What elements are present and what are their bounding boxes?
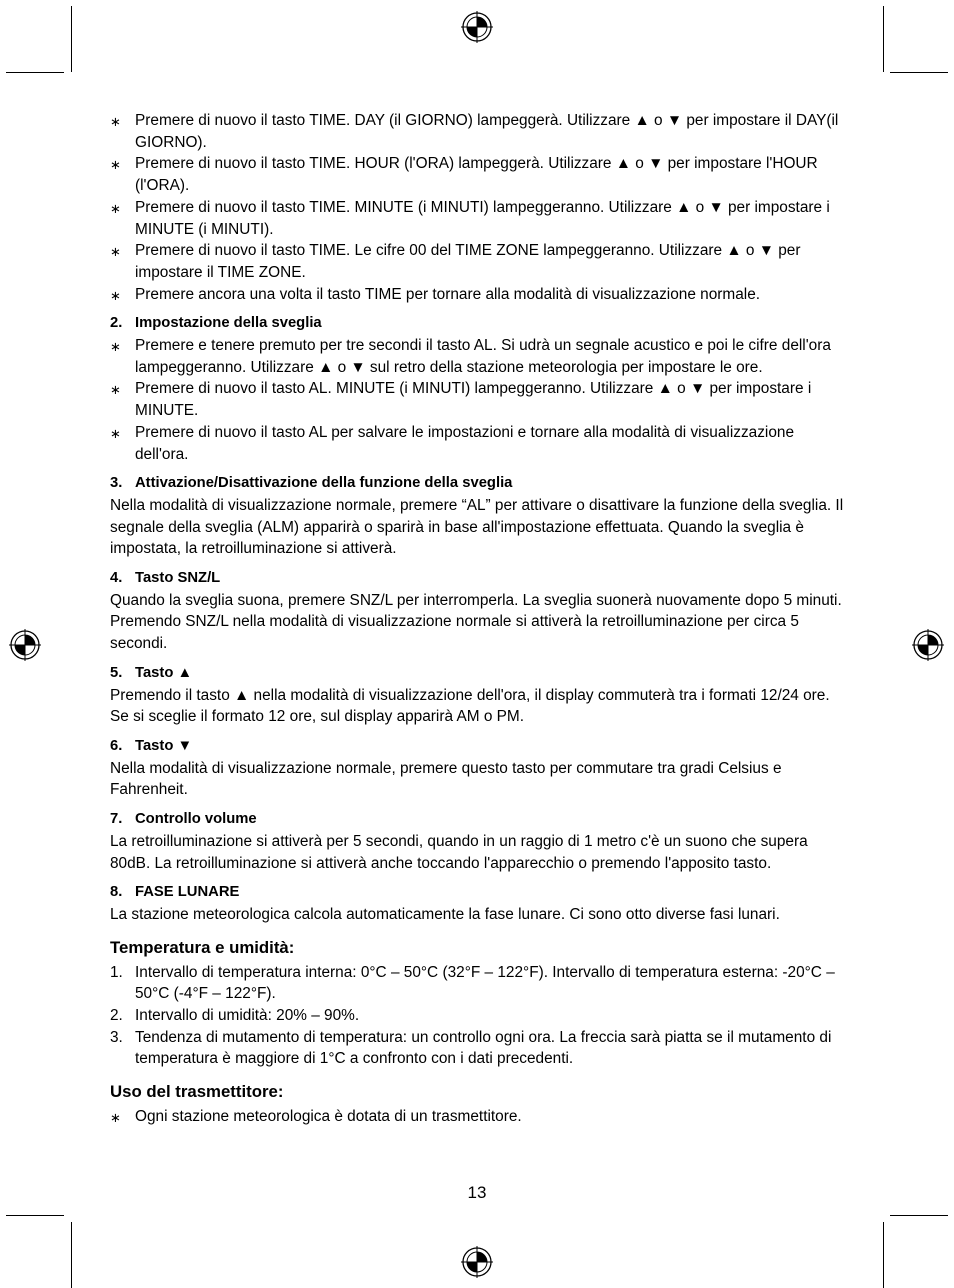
- list-item: 1. Intervallo di temperatura interna: 0°C – 50°C (32°F – 122°F). Intervallo di temperatura esterna: -20°C – 50°C (-4°F – 122°F).: [110, 963, 835, 1003]
- section-heading: 5. Tasto ▲: [110, 664, 193, 681]
- time-setting-bullets: [110, 110, 848, 305]
- section-heading: 6. Tasto ▼: [110, 737, 193, 754]
- registration-mark-icon: [9, 629, 41, 661]
- asterisk-icon: ∗: [110, 425, 121, 441]
- section-up-key: [110, 663, 848, 728]
- crop-mark: [6, 72, 64, 73]
- list-item: ∗ Premere di nuovo il tasto TIME. MINUTE (i MINUTI) lampeggeranno. Utilizzare ▲ o ▼ per impostare i MINUTE (i MINUTI).: [110, 198, 830, 238]
- crop-mark: [883, 6, 884, 72]
- list-item: ∗ Premere di nuovo il tasto TIME. DAY (il GIORNO) lampeggerà. Utilizzare ▲ o ▼ per impostare il DAY(il GIORNO).: [110, 112, 839, 151]
- section-body: Nella modalità di visualizzazione normale, premere “AL” per attivare o disattivare la funzione della sveglia. Il segnale della sveglia (ALM) apparirà o sparirà in base all'impostazione effettuata. Quando la sveglia è impostata, la retroilluminazione si attiverà.: [110, 496, 844, 558]
- section-body: Premendo il tasto ▲ nella modalità di visualizzazione dell'ora, il display commuterà tra i formati 12/24 ore. Se si sceglie il formato 12 ore, sul display apparirà AM o PM.: [110, 686, 830, 726]
- section-body: Nella modalità di visualizzazione normale, premere questo tasto per commutare tra gradi Celsius e Fahrenheit.: [110, 759, 782, 799]
- crop-mark: [883, 1222, 884, 1288]
- manual-page-content: [110, 110, 848, 1128]
- page-number: 13: [467, 1183, 487, 1202]
- section-body: Quando la sveglia suona, premere SNZ/L per interromperla. La sveglia suonerà nuovamente dopo 5 minuti. Premendo SNZ/L nella modalità di visualizzazione normale si attiverà la retroilluminazione per circa 5 secondi.: [110, 591, 842, 653]
- section-alarm-setting: [110, 313, 848, 465]
- asterisk-icon: ∗: [110, 382, 121, 398]
- crop-mark: [71, 1222, 72, 1288]
- registration-mark-icon: [461, 11, 493, 43]
- crop-mark: [6, 1215, 64, 1216]
- section-body: La retroilluminazione si attiverà per 5 secondi, quando in un raggio di 1 metro c'è un suono che supera 80dB. La retroilluminazione si attiverà anche toccando l'apparecchio o premendo l'apposito tasto.: [110, 832, 808, 872]
- transmitter-bullets: [110, 1106, 848, 1128]
- asterisk-icon: ∗: [110, 244, 121, 260]
- list-item: 3. Tendenza di mutamento di temperatura: un controllo ogni ora. La freccia sarà piatta se il mutamento di temperatura è maggiore di 1°C a confronto con i dati precedenti.: [110, 1028, 832, 1068]
- section-body: La stazione meteorologica calcola automaticamente la fase lunare. Ci sono otto diverse fasi lunari.: [110, 905, 780, 923]
- section-heading: 7. Controllo volume: [110, 811, 257, 828]
- temperature-heading: Temperatura e umidità:: [110, 937, 295, 957]
- crop-mark: [71, 6, 72, 72]
- temperature-list: [110, 962, 848, 1071]
- crop-mark: [890, 1215, 948, 1216]
- list-item: ∗ Premere di nuovo il tasto AL per salvare le impostazioni e tornare alla modalità di visualizzazione dell'ora.: [110, 423, 795, 463]
- asterisk-icon: ∗: [110, 287, 121, 303]
- alarm-setting-bullets: [110, 335, 848, 465]
- list-item: ∗ Premere ancora una volta il tasto TIME per tornare alla modalità di visualizzazione normale.: [110, 284, 848, 306]
- registration-mark-icon: [461, 1246, 493, 1278]
- asterisk-icon: ∗: [110, 1110, 121, 1126]
- crop-mark: [890, 72, 948, 73]
- section-heading: 2. Impostazione della sveglia: [110, 315, 322, 332]
- list-item: ∗ Ogni stazione meteorologica è dotata di un trasmettitore.: [110, 1106, 848, 1128]
- section-moon-phase: [110, 882, 848, 925]
- transmitter-heading: Uso del trasmettitore:: [110, 1082, 284, 1102]
- list-item: ∗ Premere di nuovo il tasto TIME. HOUR (l'ORA) lampeggerà. Utilizzare ▲ o ▼ per impostare l'HOUR (l'ORA).: [110, 155, 818, 195]
- list-item: ∗ Premere di nuovo il tasto AL. MINUTE (i MINUTI) lampeggeranno. Utilizzare ▲ o ▼ per impostare i MINUTE.: [110, 380, 812, 420]
- section-heading: 4. Tasto SNZ/L: [110, 570, 221, 587]
- section-down-key: [110, 736, 848, 801]
- section-snooze-key: [110, 568, 848, 655]
- section-heading: 8. FASE LUNARE: [110, 884, 240, 901]
- section-alarm-toggle: [110, 473, 848, 560]
- asterisk-icon: ∗: [110, 157, 121, 173]
- list-item: ∗ Premere di nuovo il tasto TIME. Le cifre 00 del TIME ZONE lampeggeranno. Utilizzare ▲ o ▼ per impostare il TIME ZONE.: [110, 242, 801, 281]
- registration-mark-icon: [912, 629, 944, 661]
- asterisk-icon: ∗: [110, 339, 121, 355]
- asterisk-icon: ∗: [110, 114, 121, 129]
- list-item: ∗ Premere e tenere premuto per tre secondi il tasto AL. Si udrà un segnale acustico e poi le cifre dell'ora lampeggeranno. Utilizzare ▲ o ▼ sul retro della stazione meteorologia per impostare le ore.: [110, 337, 831, 376]
- section-volume-control: [110, 809, 848, 874]
- list-item: 2. Intervallo di umidità: 20% – 90%.: [110, 1007, 360, 1025]
- section-heading: 3. Attivazione/Disattivazione della funzione della sveglia: [110, 475, 513, 492]
- asterisk-icon: ∗: [110, 200, 121, 216]
